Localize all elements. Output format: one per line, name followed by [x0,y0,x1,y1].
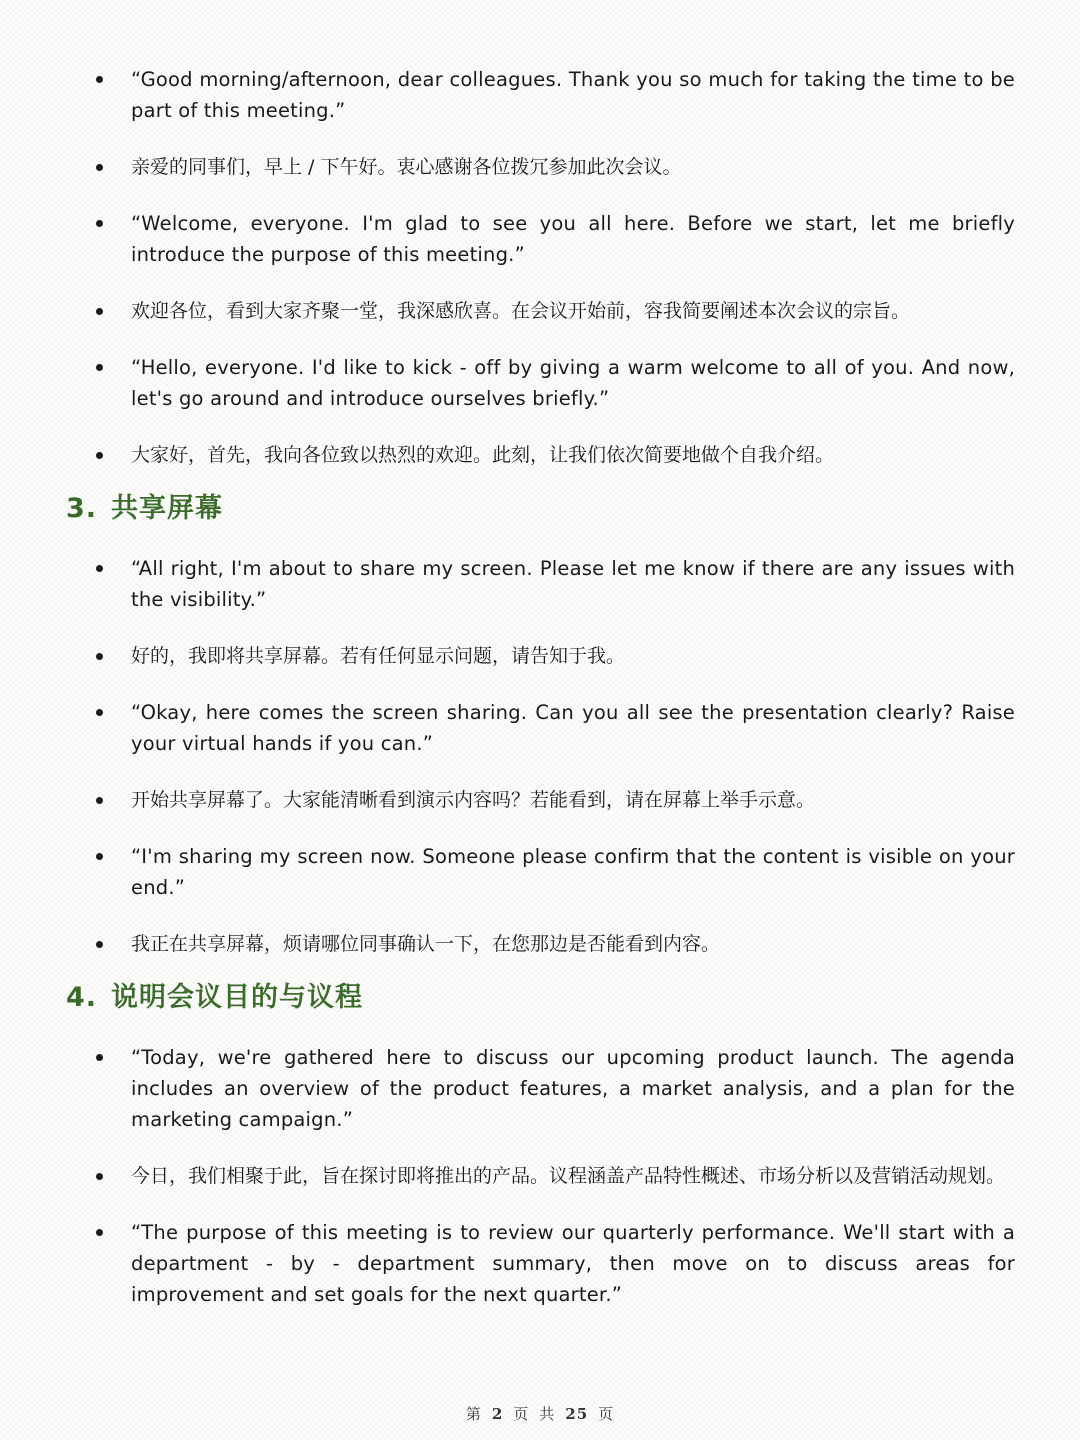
section-heading-meeting-purpose [66,981,363,1015]
bullet-icon [96,709,103,716]
bullet-icon [96,1229,103,1236]
list-item: “Hello, everyone. I'd like to kick - off by giving a warm welcome to all of you. And now, let's go around and introduce ourselves briefly.” [0,352,1080,414]
bullet-icon [96,1173,103,1180]
bullet-icon [96,853,103,860]
list-item: “Welcome, everyone. I'm glad to see you all here. Before we start, let me briefly introduce the purpose of this meeting.” [0,208,1080,270]
bullet-icon [96,308,103,315]
list-item: “The purpose of this meeting is to review our quarterly performance. We'll start with a department - by - department summary, then move on to discuss areas for improvement and set goals for the next quarter.” [0,1217,1080,1310]
section-greetings [0,64,1080,496]
footer-middle1: 页 [513,1405,530,1423]
item-list [0,553,1080,960]
bullet-icon [96,364,103,371]
bullet-icon [96,164,103,171]
list-item: 我正在共享屏幕，烦请哪位同事确认一下，在您那边是否能看到内容。 [0,928,1080,960]
item-list [0,64,1080,471]
list-item: 好的，我即将共享屏幕。若有任何显示问题，请告知于我。 [0,640,1080,672]
footer-middle2: 共 [539,1405,556,1423]
list-item: “Today, we're gathered here to discuss our upcoming product launch. The agenda includes an overview of the product features, a market analysis, and a plan for the marketing campaign.” [0,1042,1080,1135]
heading-title: 共享屏幕 [111,493,224,524]
bullet-icon [96,76,103,83]
list-item: “All right, I'm about to share my screen. Please let me know if there are any issues with the visibility.” [0,553,1080,615]
list-item: 欢迎各位，看到大家齐聚一堂，我深感欣喜。在会议开始前，容我简要阐述本次会议的宗旨。 [0,295,1080,327]
list-item: 大家好，首先，我向各位致以热烈的欢迎。此刻，让我们依次简要地做个自我介绍。 [0,439,1080,471]
footer-prefix: 第 [465,1405,482,1423]
bullet-icon [96,797,103,804]
bullet-icon [96,941,103,948]
list-item: “Good morning/afternoon, dear colleagues. Thank you so much for taking the time to be part of this meeting.” [0,64,1080,126]
page-footer [0,1403,1080,1424]
list-item: 亲爱的同事们，早上 / 下午好。衷心感谢各位拨冗参加此次会议。 [0,151,1080,183]
bullet-icon [96,1054,103,1061]
footer-page-number: 2 [491,1405,504,1423]
section-share-screen [0,553,1080,985]
bullet-icon [96,565,103,572]
list-item: 开始共享屏幕了。大家能清晰看到演示内容吗？若能看到，请在屏幕上举手示意。 [0,784,1080,816]
heading-title: 说明会议目的与议程 [111,982,364,1013]
bullet-icon [96,220,103,227]
heading-number: 4. [66,982,98,1013]
footer-suffix: 页 [598,1405,615,1423]
item-list [0,1042,1080,1310]
list-item: 今日，我们相聚于此，旨在探讨即将推出的产品。议程涵盖产品特性概述、市场分析以及营销活动规划。 [0,1160,1080,1192]
section-meeting-purpose [0,1042,1080,1335]
section-heading-share-screen [66,492,223,526]
bullet-icon [96,452,103,459]
list-item: “Okay, here comes the screen sharing. Can you all see the presentation clearly? Raise your virtual hands if you can.” [0,697,1080,759]
bullet-icon [96,653,103,660]
heading-number: 3. [66,493,98,524]
footer-total-pages: 25 [565,1405,589,1423]
list-item: “I'm sharing my screen now. Someone please confirm that the content is visible on your end.” [0,841,1080,903]
